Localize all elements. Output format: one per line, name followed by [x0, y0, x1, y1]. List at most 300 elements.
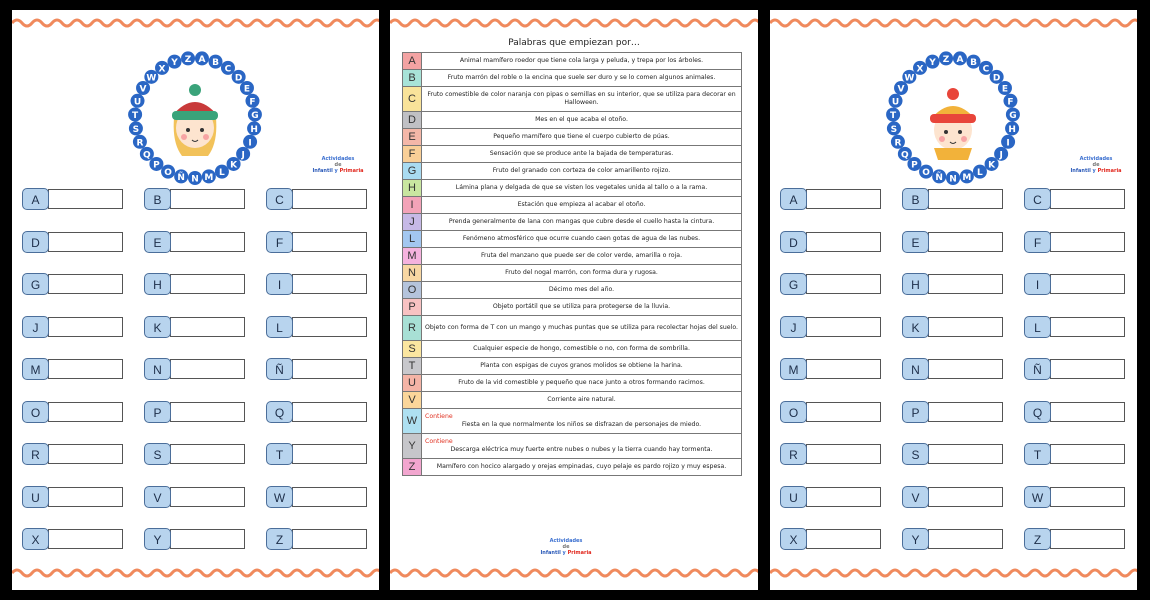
definition-text: Fruto marrón del roble o la encina que suele ser duro y se lo comen algunos animales. — [422, 70, 742, 87]
wheel-letter: E — [243, 84, 251, 95]
answer-field[interactable] — [170, 402, 245, 422]
answer-box[interactable] — [144, 528, 264, 550]
wheel-letter: X — [916, 64, 924, 75]
answer-box-letter: O — [780, 401, 807, 423]
logo-infantil: Infantil — [1070, 168, 1091, 174]
child-avatar — [919, 88, 987, 160]
definition-row — [403, 163, 742, 180]
answer-field[interactable] — [292, 444, 367, 464]
wheel-letter: D — [234, 73, 243, 84]
wheel-letter: H — [1008, 124, 1016, 135]
answer-box[interactable] — [780, 401, 900, 423]
definition-letter: P — [403, 299, 422, 316]
answer-field[interactable] — [292, 274, 367, 294]
wheel-letter: F — [249, 97, 256, 108]
answer-field[interactable] — [48, 189, 123, 209]
definition-text: Prenda generalmente de lana con mangas que cubre desde el cuello hasta la cintura. — [422, 214, 742, 231]
answer-field[interactable] — [806, 529, 881, 549]
answer-field[interactable] — [1050, 274, 1125, 294]
answer-box-letter: T — [1024, 443, 1051, 465]
site-logo — [308, 156, 368, 174]
answer-box-letter: X — [22, 528, 49, 550]
wheel-letter: V — [897, 84, 905, 95]
answer-box[interactable] — [1024, 273, 1137, 295]
wheel-letter: G — [1009, 111, 1017, 122]
wheel-letter: G — [251, 111, 259, 122]
definition-text: Pequeño mamífero que tiene el cuerpo cubierto de púas. — [422, 129, 742, 146]
definition-row — [403, 265, 742, 282]
answer-field[interactable] — [806, 189, 881, 209]
wheel-letter: D — [992, 73, 1001, 84]
answer-box[interactable] — [266, 443, 379, 465]
wheel-letter: O — [164, 168, 172, 179]
definition-text: Contiene Descarga eléctrica muy fuerte entre nubes o nubes y la tierra cuando hay tormenta. — [422, 434, 742, 459]
definition-text: Objeto con forma de T con un mango y muchas puntas que se utiliza para recolectar hojas del suelo. — [422, 316, 742, 341]
top-wave-border — [770, 16, 1137, 30]
answer-field[interactable] — [48, 529, 123, 549]
definition-letter: M — [403, 248, 422, 265]
answer-field[interactable] — [1050, 232, 1125, 252]
answer-box[interactable] — [902, 273, 1022, 295]
logo-line2: de — [562, 544, 570, 550]
answer-box-letter: F — [1024, 231, 1051, 253]
answer-field[interactable] — [928, 232, 1003, 252]
definition-letter: T — [403, 358, 422, 375]
top-wave-border — [390, 16, 758, 30]
definition-letter: D — [403, 112, 422, 129]
definition-letter: J — [403, 214, 422, 231]
answer-field[interactable] — [806, 274, 881, 294]
answer-field[interactable] — [1050, 487, 1125, 507]
wheel-letter: C — [224, 64, 232, 75]
definition-letter: U — [403, 375, 422, 392]
wheel-letter: L — [219, 168, 225, 179]
definition-row — [403, 392, 742, 409]
answer-box-letter: Ñ — [266, 358, 293, 380]
definition-row — [403, 197, 742, 214]
answer-box[interactable] — [902, 486, 1022, 508]
answer-box-letter: O — [22, 401, 49, 423]
logo-line1: Actividades — [549, 538, 583, 544]
answer-box-letter: M — [22, 358, 49, 380]
answer-field[interactable] — [48, 402, 123, 422]
answer-field[interactable] — [292, 189, 367, 209]
wheel-letter: Q — [901, 150, 909, 161]
answer-field[interactable] — [292, 317, 367, 337]
site-logo — [536, 538, 596, 556]
wheel-letter: K — [230, 160, 238, 171]
answer-box-letter: W — [266, 486, 293, 508]
answer-box[interactable] — [902, 358, 1022, 380]
wheel-letter: R — [894, 138, 902, 149]
answer-box[interactable] — [266, 316, 379, 338]
top-wave-border — [12, 16, 379, 30]
answer-field[interactable] — [1050, 402, 1125, 422]
answer-box[interactable] — [144, 443, 264, 465]
answer-field[interactable] — [928, 444, 1003, 464]
answer-box[interactable] — [902, 231, 1022, 253]
wheel-letter: L — [977, 168, 983, 179]
answer-box-letter: E — [902, 231, 929, 253]
wheel-letter: Ñ — [177, 172, 185, 183]
answer-box-letter: S — [144, 443, 171, 465]
definition-letter: E — [403, 129, 422, 146]
answer-box[interactable] — [266, 231, 379, 253]
answer-field[interactable] — [170, 317, 245, 337]
answer-field[interactable] — [806, 402, 881, 422]
definition-letter: Z — [403, 459, 422, 476]
wheel-letter: Y — [171, 58, 178, 69]
answer-box[interactable] — [1024, 188, 1137, 210]
answer-field[interactable] — [928, 529, 1003, 549]
wheel-letter: Y — [929, 58, 936, 69]
definition-row — [403, 231, 742, 248]
definitions-page — [390, 10, 758, 590]
answer-box-letter: Z — [1024, 528, 1051, 550]
logo-y: y — [1092, 168, 1096, 174]
answer-box[interactable] — [266, 188, 379, 210]
answer-box[interactable] — [780, 231, 900, 253]
logo-primaria: Primaria — [339, 168, 364, 174]
wheel-letter: P — [153, 160, 160, 171]
answer-field[interactable] — [292, 402, 367, 422]
logo-y: y — [562, 550, 566, 556]
answer-box[interactable] — [902, 316, 1022, 338]
answer-box[interactable] — [144, 401, 264, 423]
wheel-letter: S — [890, 124, 898, 135]
answer-field[interactable] — [292, 529, 367, 549]
answer-field[interactable] — [48, 274, 123, 294]
answer-box[interactable] — [902, 443, 1022, 465]
answer-box-letter: I — [1024, 273, 1051, 295]
answer-field[interactable] — [170, 529, 245, 549]
answer-field[interactable] — [806, 444, 881, 464]
answer-box[interactable] — [22, 188, 142, 210]
definition-row — [403, 180, 742, 197]
answer-box[interactable] — [902, 401, 1022, 423]
logo-line2: de — [1092, 162, 1100, 168]
answer-field[interactable] — [170, 189, 245, 209]
answer-box-letter: N — [144, 358, 171, 380]
definition-row — [403, 282, 742, 299]
answer-box[interactable] — [144, 231, 264, 253]
answer-field[interactable] — [1050, 529, 1125, 549]
definition-text: Fruta del manzano que puede ser de color verde, amarilla o roja. — [422, 248, 742, 265]
site-logo — [1066, 156, 1126, 174]
definition-text: Lámina plana y delgada de que se visten los vegetales unida al tallo o a la rama. — [422, 180, 742, 197]
answer-field[interactable] — [170, 274, 245, 294]
answer-box-letter: H — [144, 273, 171, 295]
answer-box-letter: A — [22, 188, 49, 210]
answer-box[interactable] — [1024, 486, 1137, 508]
definition-text: Fruto de la vid comestible y pequeño que nace junto a otros formando racimos. — [422, 375, 742, 392]
answer-box-letter: Y — [144, 528, 171, 550]
answer-box-letter: E — [144, 231, 171, 253]
answer-box-letter: H — [902, 273, 929, 295]
answer-box[interactable] — [144, 316, 264, 338]
wheel-letter: N — [191, 174, 199, 185]
answer-field[interactable] — [806, 317, 881, 337]
definition-text: Objeto portátil que se utiliza para protegerse de la lluvia. — [422, 299, 742, 316]
answer-box[interactable] — [780, 188, 900, 210]
answer-box[interactable] — [266, 401, 379, 423]
answer-box-letter: K — [902, 316, 929, 338]
answer-box-letter: B — [144, 188, 171, 210]
definition-letter: O — [403, 282, 422, 299]
answer-box[interactable] — [1024, 528, 1137, 550]
answer-box[interactable] — [144, 358, 264, 380]
answer-box[interactable] — [144, 273, 264, 295]
definition-letter: G — [403, 163, 422, 180]
definition-text: Sensación que se produce ante la bajada de temperaturas. — [422, 146, 742, 163]
definition-row — [403, 214, 742, 231]
definition-letter: S — [403, 341, 422, 358]
answer-field[interactable] — [170, 444, 245, 464]
answer-box-letter: D — [22, 231, 49, 253]
definition-letter: L — [403, 231, 422, 248]
contiene-note: Contiene — [425, 438, 453, 445]
answer-box-letter: L — [266, 316, 293, 338]
wheel-letter: E — [1001, 84, 1009, 95]
answer-box[interactable] — [22, 486, 142, 508]
logo-line1: Actividades — [1079, 156, 1113, 162]
wheel-letter: A — [956, 54, 964, 65]
answer-box-letter: S — [902, 443, 929, 465]
definition-row — [403, 409, 742, 434]
bottom-wave-border — [390, 566, 758, 580]
answer-box[interactable] — [780, 358, 900, 380]
answer-box-letter: B — [902, 188, 929, 210]
answer-box-letter: M — [780, 358, 807, 380]
logo-infantil: Infantil — [312, 168, 333, 174]
answer-box[interactable] — [780, 316, 900, 338]
answer-box-letter: X — [780, 528, 807, 550]
wheel-letter: R — [136, 138, 144, 149]
wheel-letter: T — [132, 111, 139, 122]
wheel-letter: F — [1007, 97, 1014, 108]
answer-box[interactable] — [266, 528, 379, 550]
answer-field[interactable] — [1050, 189, 1125, 209]
answer-field[interactable] — [928, 359, 1003, 379]
wheel-letter: B — [970, 58, 977, 69]
wheel-letter: M — [962, 172, 972, 183]
definition-row — [403, 434, 742, 459]
answer-box[interactable] — [1024, 231, 1137, 253]
contiene-note: Contiene — [425, 413, 453, 420]
wheel-letter: U — [133, 97, 142, 108]
definition-letter: I — [403, 197, 422, 214]
definition-row — [403, 146, 742, 163]
wheel-letter: U — [891, 97, 900, 108]
definition-row — [403, 341, 742, 358]
definition-row — [403, 459, 742, 476]
answer-box[interactable] — [144, 486, 264, 508]
answer-box[interactable] — [780, 273, 900, 295]
answer-box-letter: Ñ — [1024, 358, 1051, 380]
wheel-letter: X — [158, 64, 166, 75]
worksheet-page-right — [770, 10, 1137, 590]
answer-box-letter: R — [22, 443, 49, 465]
answer-box[interactable] — [780, 528, 900, 550]
answer-box[interactable] — [902, 528, 1022, 550]
definition-text: Fruto comestible de color naranja con pipas o semillas en su interior, que se utiliza para decorar en Halloween. — [422, 87, 742, 112]
answer-field[interactable] — [806, 487, 881, 507]
answer-field[interactable] — [48, 487, 123, 507]
answer-box[interactable] — [22, 401, 142, 423]
definition-text: Corriente aire natural. — [422, 392, 742, 409]
answer-field[interactable] — [928, 189, 1003, 209]
wheel-letter: W — [146, 73, 157, 84]
answer-box[interactable] — [266, 358, 379, 380]
answer-field[interactable] — [170, 232, 245, 252]
answer-box[interactable] — [1024, 316, 1137, 338]
definition-letter: B — [403, 70, 422, 87]
answer-box-letter: V — [902, 486, 929, 508]
answer-field[interactable] — [48, 444, 123, 464]
answer-box[interactable] — [22, 273, 142, 295]
answer-field[interactable] — [806, 232, 881, 252]
definition-letter: Y — [403, 434, 422, 459]
answer-box-letter: J — [780, 316, 807, 338]
answer-box[interactable] — [780, 486, 900, 508]
wheel-letter: O — [922, 168, 930, 179]
wheel-letter: T — [890, 111, 897, 122]
definition-text: Cualquier especie de hongo, comestible o no, con forma de sombrilla. — [422, 341, 742, 358]
wheel-letter: S — [132, 124, 140, 135]
wheel-letter: A — [198, 54, 206, 65]
answer-box-letter: V — [144, 486, 171, 508]
definition-row — [403, 70, 742, 87]
answer-box-letter: J — [22, 316, 49, 338]
definition-text: Décimo mes del año. — [422, 282, 742, 299]
answer-box[interactable] — [22, 231, 142, 253]
definitions-title: Palabras que empiezan por… — [508, 38, 640, 48]
definition-letter: R — [403, 316, 422, 341]
wheel-letter: H — [250, 124, 258, 135]
wheel-letter: J — [241, 150, 245, 161]
answer-field[interactable] — [928, 487, 1003, 507]
answer-field[interactable] — [1050, 444, 1125, 464]
answer-field[interactable] — [292, 359, 367, 379]
logo-line1: Actividades — [321, 156, 355, 162]
definition-row — [403, 375, 742, 392]
definition-row — [403, 316, 742, 341]
answer-box[interactable] — [144, 188, 264, 210]
answer-field[interactable] — [170, 487, 245, 507]
wheel-letter: N — [949, 174, 957, 185]
answer-box-letter: U — [780, 486, 807, 508]
answer-box[interactable] — [22, 358, 142, 380]
answer-box-letter: L — [1024, 316, 1051, 338]
definition-row — [403, 129, 742, 146]
answer-field[interactable] — [48, 317, 123, 337]
wheel-letter: B — [212, 58, 219, 69]
definition-letter: A — [403, 53, 422, 70]
logo-infantil: Infantil — [540, 550, 561, 556]
answer-field[interactable] — [1050, 359, 1125, 379]
answer-field[interactable] — [48, 359, 123, 379]
logo-line2: de — [334, 162, 342, 168]
answer-field[interactable] — [292, 487, 367, 507]
answer-box[interactable] — [22, 528, 142, 550]
answer-field[interactable] — [928, 274, 1003, 294]
wheel-letter: C — [982, 64, 990, 75]
definition-text: Mamífero con hocico alargado y orejas empinadas, cuyo pelaje es pardo rojizo y muy espesa. — [422, 459, 742, 476]
answer-box-letter: Q — [266, 401, 293, 423]
definition-text: Contiene Fiesta en la que normalmente los niños se disfrazan de personajes de miedo. — [422, 409, 742, 434]
answer-box[interactable] — [266, 273, 379, 295]
answer-field[interactable] — [48, 232, 123, 252]
answer-field[interactable] — [806, 359, 881, 379]
answer-box-letter: P — [144, 401, 171, 423]
answer-field[interactable] — [928, 317, 1003, 337]
worksheet-page-left — [12, 10, 379, 590]
answer-box-letter: N — [902, 358, 929, 380]
answer-box[interactable] — [22, 316, 142, 338]
definition-row — [403, 53, 742, 70]
bottom-wave-border — [12, 566, 379, 580]
answer-box-letter: W — [1024, 486, 1051, 508]
definition-letter: V — [403, 392, 422, 409]
answer-box[interactable] — [780, 443, 900, 465]
definition-letter: W — [403, 409, 422, 434]
answer-box[interactable] — [902, 188, 1022, 210]
definition-row — [403, 87, 742, 112]
definition-text: Planta con espigas de cuyos granos molidos se obtiene la harina. — [422, 358, 742, 375]
alphabet-wheel — [770, 48, 1137, 198]
answer-box-letter: Q — [1024, 401, 1051, 423]
answer-field[interactable] — [1050, 317, 1125, 337]
wheel-letter: I — [1006, 138, 1010, 149]
definition-row — [403, 358, 742, 375]
alphabet-wheel — [12, 48, 379, 198]
bottom-wave-border — [770, 566, 1137, 580]
answer-box-letter: I — [266, 273, 293, 295]
logo-primaria: Primaria — [1097, 168, 1122, 174]
definition-letter: C — [403, 87, 422, 112]
wheel-letter: Q — [143, 150, 151, 161]
wheel-letter: J — [999, 150, 1003, 161]
wheel-letter: W — [904, 73, 915, 84]
definition-text: Fruto del granado con corteza de color amarillento rojizo. — [422, 163, 742, 180]
wheel-letter: Z — [184, 54, 192, 65]
wheel-letter: P — [911, 160, 918, 171]
answer-box[interactable] — [1024, 358, 1137, 380]
answer-box[interactable] — [22, 443, 142, 465]
wheel-letter: I — [248, 138, 252, 149]
answer-box-letter: C — [1024, 188, 1051, 210]
definition-text: Fruto del nogal marrón, con forma dura y rugosa. — [422, 265, 742, 282]
definitions-table — [402, 52, 742, 476]
answer-box-letter: Z — [266, 528, 293, 550]
answer-field[interactable] — [170, 359, 245, 379]
answer-box-letter: U — [22, 486, 49, 508]
wheel-letter: V — [139, 84, 147, 95]
answer-field[interactable] — [928, 402, 1003, 422]
answer-box-letter: K — [144, 316, 171, 338]
answer-box-letter: F — [266, 231, 293, 253]
definition-text: Mes en el que acaba el otoño. — [422, 112, 742, 129]
definition-row — [403, 112, 742, 129]
answer-box[interactable] — [1024, 401, 1137, 423]
answer-field[interactable] — [292, 232, 367, 252]
answer-box-letter: G — [22, 273, 49, 295]
answer-box-letter: R — [780, 443, 807, 465]
answer-box[interactable] — [1024, 443, 1137, 465]
definition-letter: F — [403, 146, 422, 163]
answer-box[interactable] — [266, 486, 379, 508]
wheel-letter: Z — [942, 54, 950, 65]
